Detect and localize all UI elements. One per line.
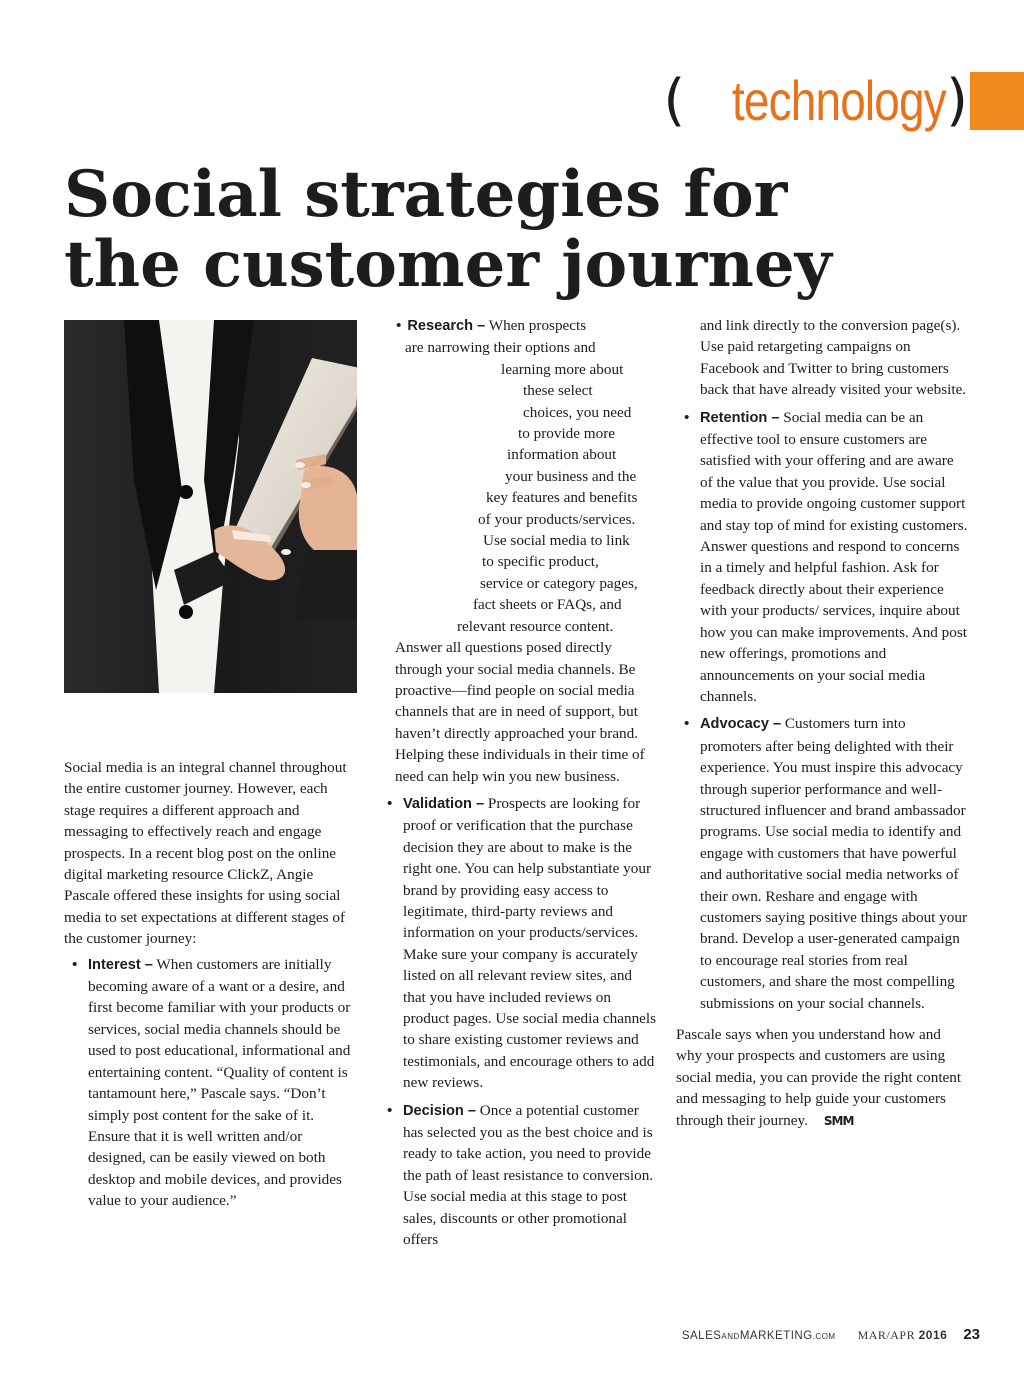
stages-list-1: [64, 954, 354, 1212]
page-number: 23: [963, 1326, 980, 1343]
footer-site-marketing: MARKETING: [739, 1330, 813, 1342]
advocacy-text: Customers turn into promoters after being delighted with their experience. You must inspire this advocacy through superior performance and well-structured influencer and brand ambassador programs. Use social media to identify and engage with customers that have powerful and authoritative social media networks of their own. Reshare and engage with customers saying positive things about your brand. Develop a user-generated campaign to encourage real stories from real customers, and share the most compelling submissions on your social channels.: [700, 715, 968, 1012]
intro-paragraph: Social media is an integral channel throughout the entire customer journey. However, each stage requires a different approach and messaging to effectively reach and engage prospects. In a recent blog post on the online digital marketing resource ClickZ, Angie Pascale offered these insights for using social media to set expectations at different stages of the customer journey:: [64, 759, 347, 948]
bullet-icon: •: [396, 317, 402, 334]
validation-label: Validation –: [403, 795, 485, 812]
interest-text: When customers are initially becoming aware of a want or a desire, and first become familiar with your products or services, social media channels should be used to post educational, informational and entertaining content. “Quality of content is tantamount here,” Pascale says. “Don’t simply post content for the sake of it. Ensure that it is well written and/or designed, can be easily viewed on both desktop and mobile devices, and provides value to your audience.”: [88, 955, 351, 1210]
title-line-2: the customer journey: [64, 227, 832, 302]
research-line-11: to specific product,: [482, 553, 599, 571]
footer-website: [682, 1330, 836, 1342]
businesswoman-tablet-illustration: [64, 320, 357, 693]
article-column-3: [676, 315, 968, 1132]
title-line-1: Social strategies for: [64, 157, 788, 232]
list-item-interest: [64, 954, 354, 1212]
research-line-8: key features and benefits: [486, 489, 638, 507]
research-line-14: relevant resource content.: [457, 617, 614, 635]
decision-label: Decision –: [403, 1102, 476, 1119]
stages-list-2: [379, 793, 657, 1251]
research-line-7: your business and the: [505, 467, 637, 485]
footer-date-months: MAR/APR: [857, 1328, 916, 1342]
research-line-3: these select: [523, 382, 593, 400]
article-column-2: [379, 315, 657, 1250]
section-tag: [663, 68, 1024, 134]
decision-continued: and link directly to the conversion page(s). Use paid retargeting campaigns on Facebook and Twitter to bring customers back that have already visited your website.: [700, 317, 967, 399]
article-photo: [64, 320, 357, 693]
decision-text: Once a potential customer has selected you as the best choice and is ready to take action, you need to provide the path of least resistance to conversion. Use social media at this stage to post sales, discounts or other promotional offers: [403, 1101, 654, 1249]
research-line-13: fact sheets or FAQs, and: [473, 596, 622, 614]
list-item-retention: [676, 407, 968, 708]
footer-date-year: 2016: [918, 1328, 948, 1342]
list-item-validation: [379, 793, 657, 1094]
closing-text: Pascale says when you understand how and why your prospects and customers are using social media, you can provide the right content and messaging to help guide your customers through their journey.: [676, 1026, 962, 1129]
end-mark-logo: SMM: [823, 1113, 854, 1128]
research-line-0: [379, 315, 657, 337]
section-bracket-close: ): [946, 68, 968, 133]
article-title: [64, 157, 964, 302]
research-line-12: service or category pages,: [480, 574, 638, 592]
section-color-bar: [970, 72, 1024, 130]
research-line-2: learning more about: [501, 360, 624, 378]
footer-site-sales: SALES: [681, 1330, 722, 1342]
interest-label: Interest –: [88, 956, 153, 973]
research-line-4: choices, you need: [523, 403, 632, 421]
research-line-text-0: When prospects: [488, 317, 587, 334]
research-block: [379, 315, 657, 787]
section-label: technology: [732, 69, 947, 132]
retention-label: Retention –: [700, 409, 780, 426]
research-line-5: to provide more: [518, 425, 616, 443]
research-line-10: Use social media to link: [483, 532, 630, 550]
research-line-6: information about: [507, 446, 617, 464]
retention-text: Social media can be an effective tool to ensure customers are satisfied with your offering and are aware of the value that you provide. Use social media to provide ongoing customer support and stay top of mind for existing customers. Answer questions and respond to concerns in a timely and helpful fashion. Ask for feedback directly about their experience with your products/ services, inquire about how you can make improvements. And post new offerings, promotions and announcements on your social media channels.: [700, 408, 968, 705]
list-item-advocacy: [676, 713, 968, 1014]
footer-site-tld: .COM: [812, 1332, 836, 1341]
closing-paragraph: [676, 1024, 968, 1132]
section-bracket-open: (: [663, 68, 686, 133]
article-column-1: [64, 757, 354, 1212]
validation-text: Prospects are looking for proof or verification that the purchase decision they are about to make is the right one. You can help substantiate your brand by providing easy access to legitimate, third-party reviews and information on your products/services. Make sure your company is accurately listed on all relevant review sites, and that you have included reviews on product pages. Use social media channels to share existing customer reviews and testimonials, and encourage others to add new reviews.: [403, 794, 657, 1092]
research-line-9: of your products/services.: [478, 510, 636, 528]
research-text-continued: Answer all questions posed directly through your social media channels. Be proactive—find people on social media channels that are in need of support, but haven’t directly approached your brand. Helping these individuals in their time of need can help win you new business.: [395, 639, 645, 785]
advocacy-label: Advocacy –: [700, 716, 782, 733]
footer-issue-date: [858, 1328, 948, 1343]
page-footer: [682, 1326, 980, 1343]
footer-site-and: AND: [721, 1332, 740, 1341]
research-label: Research –: [407, 318, 486, 334]
list-item-decision: [379, 1100, 657, 1251]
research-line-1: are narrowing their options and: [405, 339, 596, 357]
stages-list-3: [676, 407, 968, 1014]
